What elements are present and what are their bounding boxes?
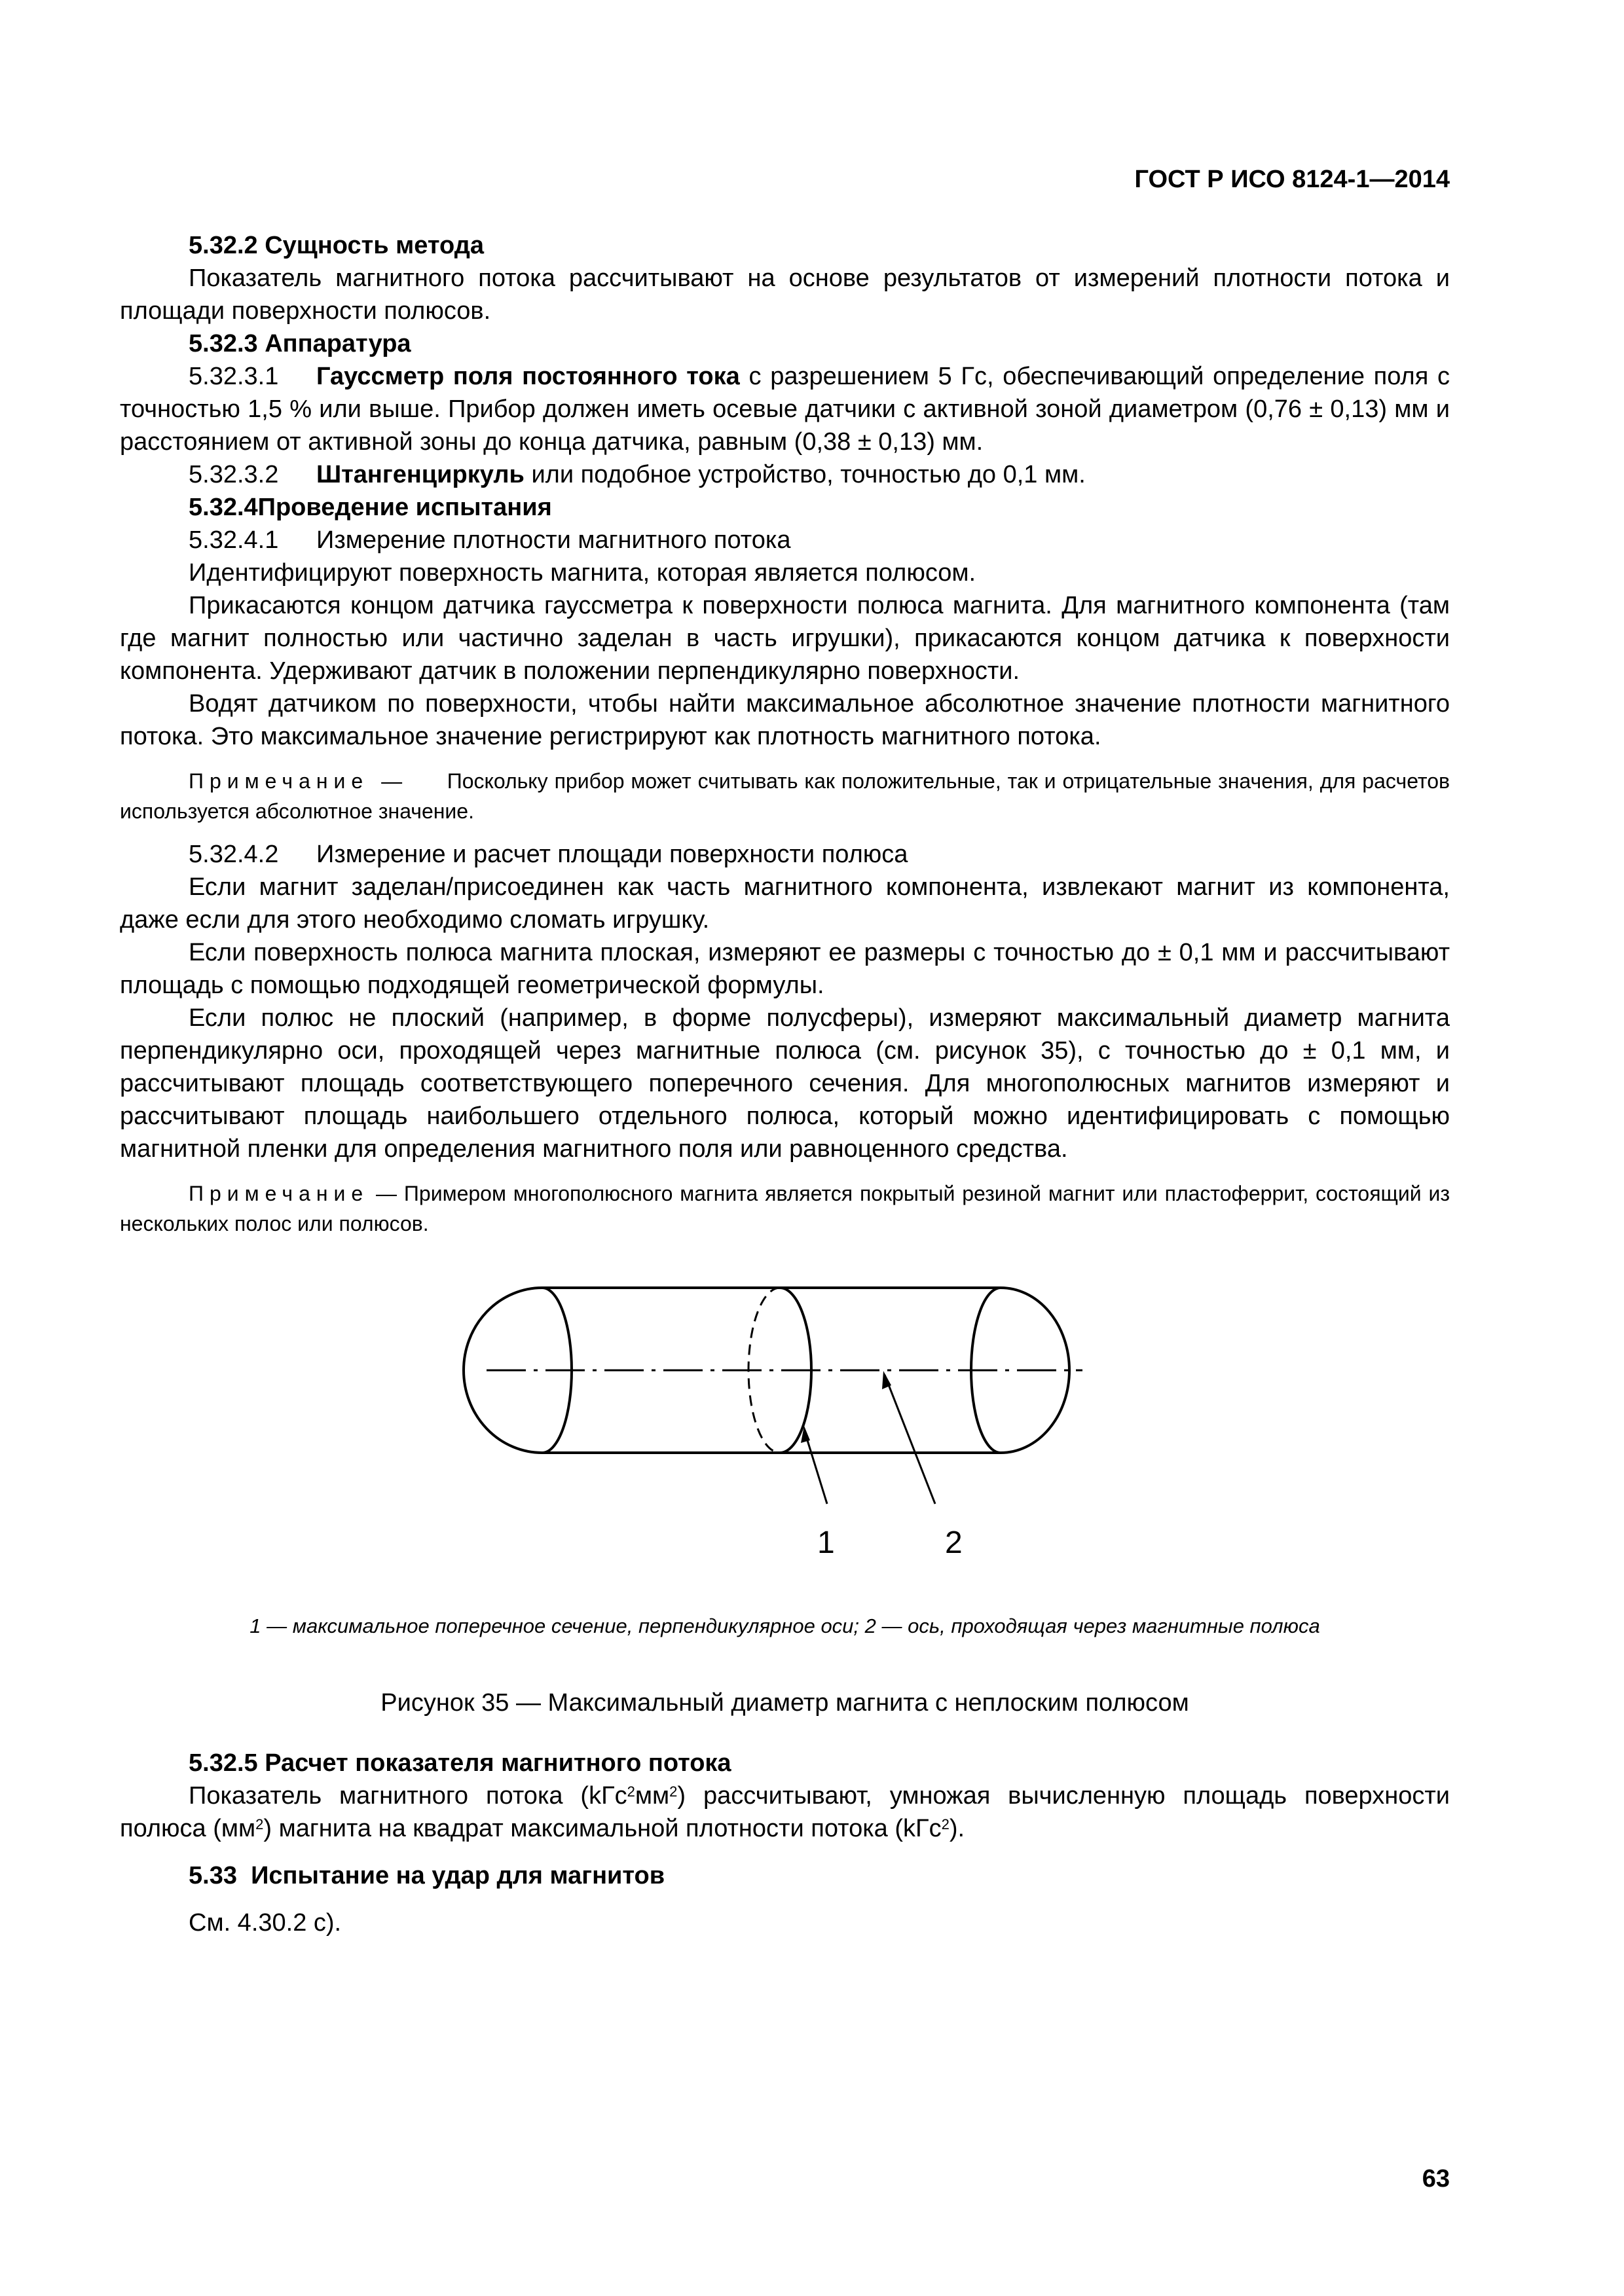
- note-2: [120, 1178, 1450, 1239]
- figure-caption: Рисунок 35 — Максимальный диаметр магнита с неплоским полюсом: [380, 1689, 1189, 1717]
- figure-label-1: 1: [817, 1525, 835, 1560]
- section-5-33-heading: 5.33 Испытание на удар для магнитов: [189, 1862, 665, 1889]
- note-label: Примечание: [189, 1182, 369, 1205]
- leader-line-2: [885, 1375, 935, 1504]
- subsection-title: Измерение и расчет площади поверхности полюса: [316, 841, 908, 868]
- subsection-5-32-4-2: [120, 838, 1450, 871]
- section-5-32-4-heading: 5.32.4Проведение испытания: [189, 494, 552, 521]
- paragraph-text: или подобное устройство, точностью до 0,1 мм.: [524, 461, 1086, 488]
- section-5-32-3-heading: 5.32.3 Аппаратура: [189, 330, 411, 357]
- section-5-32-2-heading: 5.32.2 Сущность метода: [189, 232, 484, 259]
- page-number: 63: [1422, 2165, 1450, 2193]
- page-content: [120, 229, 1450, 1939]
- figure-legend: 1 — максимальное поперечное сечение, перпендикулярное оси; 2 — ось, проходящая через магнитные полюса: [249, 1614, 1320, 1637]
- document-page: [120, 0, 1450, 2296]
- paragraph: Идентифицируют поверхность магнита, которая является полюсом.: [189, 559, 976, 587]
- standard-number: ГОСТ Р ИСО 8124-1—2014: [1134, 166, 1450, 193]
- figure-label-2: 2: [945, 1525, 963, 1560]
- term-gaussmeter: Гауссметр поля постоянного тока: [316, 363, 740, 390]
- paragraph-text: с разрешением 5 Гс, обеспечивающий определение поля с точностью 1,5 % или выше. Прибор должен иметь осевые датчики с активной зоной диаметром (0,76 ± 0,13) мм и расстоянием от активной зоны до конца датчика, равным (0,38 ± 0,13) мм.: [120, 363, 1450, 456]
- note-text: — Примером многополюсного магнита является покрытый резиной магнит или пластоферрит, состоящий из нескольких полос или полюсов.: [120, 1182, 1450, 1235]
- term-caliper: Штангенциркуль: [316, 461, 525, 488]
- subsection-number: 5.32.4.1: [189, 526, 279, 554]
- section-5-32-5-text: Показатель магнитного потока $(kГс^2мм^2)$ рассчитывают, умножая вычисленную площадь поверхности полюса $(мм^2)$ магнита на квадрат максимальной плотности потока (kГс$^2$).: [120, 1782, 1450, 1842]
- subsection-title: Измерение плотности магнитного потока: [316, 526, 791, 554]
- paragraph: Если поверхность полюса магнита плоская, измеряют ее размеры с точностью до ± 0,1 мм и рассчитывают площадь с помощью подходящей геометрической формулы.: [120, 939, 1450, 999]
- magnet-diagram: [120, 1265, 1450, 1605]
- paragraph: Водят датчиком по поверхности, чтобы найти максимальное абсолютное значение плотности магнитного потока. Это максимальное значение регистрируют как плотность магнитного потока.: [120, 690, 1450, 750]
- note-label: Примечание —: [189, 769, 409, 793]
- section-5-32-2-text: Показатель магнитного потока рассчитывают на основе результатов от измерений плотности потока и площади поверхности полюсов.: [120, 264, 1450, 325]
- subsection-number: 5.32.4.2: [189, 841, 279, 868]
- section-5-32-5-heading: 5.32.5 Расчет показателя магнитного потока: [189, 1749, 731, 1777]
- figure-35: [120, 1265, 1450, 1605]
- paragraph-5-32-3-1: [120, 360, 1450, 458]
- paragraph-number: 5.32.3.1: [189, 363, 279, 390]
- subsection-5-32-4-1: [120, 524, 1450, 556]
- section-5-33-text: См. 4.30.2 с).: [189, 1909, 342, 1937]
- paragraph: Если полюс не плоский (например, в форме полусферы), измеряют максимальный диаметр магнита перпендикулярно оси, проходящей через магнитные полюса (см. рисунок 35), с точностью до ± 0,1 мм, и рассчитывают площадь соответствующего поперечного сечения. Для многополюсных магнитов измеряют и рассчитывают площадь наибольшего отдельного полюса, который можно идентифицировать с помощью магнитной пленки для определения магнитного поля или равноценного средства.: [120, 1004, 1450, 1163]
- note-1: [120, 766, 1450, 826]
- note-text: Поскольку прибор может считывать как положительные, так и отрицательные значения, для расчетов используется абсолютное значение.: [120, 769, 1450, 823]
- paragraph-5-32-3-2: [120, 458, 1450, 491]
- paragraph: Прикасаются концом датчика гауссметра к поверхности полюса магнита. Для магнитного компонента (там где магнит полностью или частично заделан в часть игрушки), прикасаются концом датчика к поверхности компонента. Удерживают датчик в положении перпендикулярно поверхности.: [120, 592, 1450, 685]
- paragraph-number: 5.32.3.2: [189, 461, 279, 488]
- paragraph: Если магнит заделан/присоединен как часть магнитного компонента, извлекают магнит из компонента, даже если для этого необходимо сломать игрушку.: [120, 873, 1450, 934]
